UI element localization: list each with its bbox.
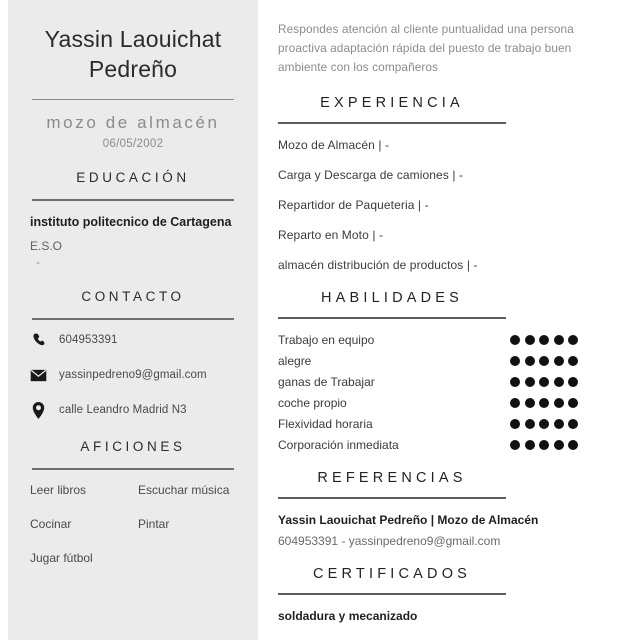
skill-row <box>278 354 608 368</box>
reference-name: Yassin Laouichat Pedreño | Mozo de Almacén <box>278 512 539 527</box>
location-pin-icon <box>30 402 47 419</box>
skill-name: alegre <box>278 353 312 368</box>
list-item: Repartidor de Paqueteria | - <box>278 197 429 212</box>
rating-dot <box>510 356 520 366</box>
rating-dot <box>525 398 535 408</box>
skill-rating-dots <box>510 377 578 387</box>
education-dash: - <box>36 254 40 269</box>
skills-list <box>278 333 608 452</box>
main-content <box>270 0 630 640</box>
rating-dot <box>554 377 564 387</box>
rating-dot <box>539 335 549 345</box>
rating-dot <box>525 377 535 387</box>
rating-dot <box>539 440 549 450</box>
hobbies-grid <box>30 482 236 567</box>
rating-dot <box>568 377 578 387</box>
rating-dot <box>539 377 549 387</box>
left-sidebar <box>8 0 258 640</box>
rating-dot <box>554 419 564 429</box>
rating-dot <box>510 335 520 345</box>
skill-rating-dots <box>510 419 578 429</box>
skill-row <box>278 396 608 410</box>
reference-contact: 604953391 - yassinpedreno9@gmail.com <box>278 533 501 548</box>
skill-rating-dots <box>510 356 578 366</box>
section-heading-certificados: CERTIFICADOS <box>312 565 472 582</box>
skill-name: Flexividad horaria <box>278 416 373 431</box>
divider-contacto <box>32 318 234 320</box>
skill-rating-dots <box>510 398 578 408</box>
list-item: Cocinar <box>30 517 72 532</box>
section-heading-habilidades: HABILIDADES <box>320 289 464 306</box>
birthdate: 06/05/2002 <box>102 137 164 150</box>
rating-dot <box>525 356 535 366</box>
rating-dot <box>539 419 549 429</box>
rating-dot <box>568 440 578 450</box>
education-level: E.S.O <box>30 238 63 253</box>
rating-dot <box>568 398 578 408</box>
contact-value-phone: 604953391 <box>59 334 118 347</box>
job-title: mozo de almacén <box>46 112 220 132</box>
section-heading-experiencia: EXPERIENCIA <box>320 94 464 111</box>
list-item: Leer libros <box>30 482 87 497</box>
contact-row-address[interactable] <box>30 402 236 419</box>
rating-dot <box>568 356 578 366</box>
name-line-1: Yassin Laouichat <box>44 26 222 52</box>
rating-dot <box>510 440 520 450</box>
rating-dot <box>568 335 578 345</box>
skill-row <box>278 375 608 389</box>
skill-rating-dots <box>510 440 578 450</box>
skill-name: ganas de Trabajar <box>278 374 375 389</box>
rating-dot <box>510 398 520 408</box>
rating-dot <box>525 335 535 345</box>
section-heading-contacto: CONTACTO <box>81 288 185 304</box>
rating-dot <box>525 419 535 429</box>
divider-referencias <box>278 497 506 499</box>
phone-icon <box>30 332 47 349</box>
section-heading-aficiones: AFICIONES <box>80 438 186 454</box>
rating-dot <box>554 335 564 345</box>
envelope-icon <box>30 367 47 384</box>
contact-row-email[interactable] <box>30 367 236 384</box>
skill-name: coche propio <box>278 395 347 410</box>
section-heading-educacion: EDUCACIÓN <box>76 169 190 185</box>
list-item: Reparto en Moto | - <box>278 227 384 242</box>
list-item: Escuchar música <box>138 482 230 497</box>
candidate-name <box>30 24 236 85</box>
divider-experiencia <box>278 122 506 124</box>
skill-name: Trabajo en equipo <box>278 332 375 347</box>
education-school: instituto politecnico de Cartagena <box>30 214 232 229</box>
rating-dot <box>554 440 564 450</box>
skill-name: Corporación inmediata <box>278 437 399 452</box>
divider-certificados <box>278 593 506 595</box>
experience-list <box>278 138 608 272</box>
contact-row-phone[interactable] <box>30 332 236 349</box>
divider-educacion <box>32 199 234 201</box>
rating-dot <box>525 440 535 450</box>
rating-dot <box>554 398 564 408</box>
rating-dot <box>539 398 549 408</box>
certificate-item: soldadura y mecanizado <box>278 608 418 623</box>
profile-summary: Respondes atención al cliente puntualidad una persona proactiva adaptación rápida del puesto de trabajo buen ambiente con los compañeros <box>278 22 574 74</box>
rating-dot <box>510 377 520 387</box>
contact-value-address: calle Leandro Madrid N3 <box>59 404 187 417</box>
skill-row <box>278 333 608 347</box>
skill-rating-dots <box>510 335 578 345</box>
contact-value-email: yassinpedreno9@gmail.com <box>59 369 207 382</box>
divider-under-name <box>32 99 234 100</box>
list-item: Pintar <box>138 517 170 532</box>
list-item: Jugar fútbol <box>30 551 93 566</box>
divider-aficiones <box>32 468 234 470</box>
list-item: Mozo de Almacén | - <box>278 137 390 152</box>
rating-dot <box>510 419 520 429</box>
skill-row <box>278 438 608 452</box>
list-item: almacén distribución de productos | - <box>278 257 478 272</box>
rating-dot <box>539 356 549 366</box>
skill-row <box>278 417 608 431</box>
section-heading-referencias: REFERENCIAS <box>317 469 467 486</box>
divider-habilidades <box>278 317 506 319</box>
list-item: Carga y Descarga de camiones | - <box>278 167 464 182</box>
rating-dot <box>568 419 578 429</box>
rating-dot <box>554 356 564 366</box>
name-line-2: Pedreño <box>88 56 178 83</box>
